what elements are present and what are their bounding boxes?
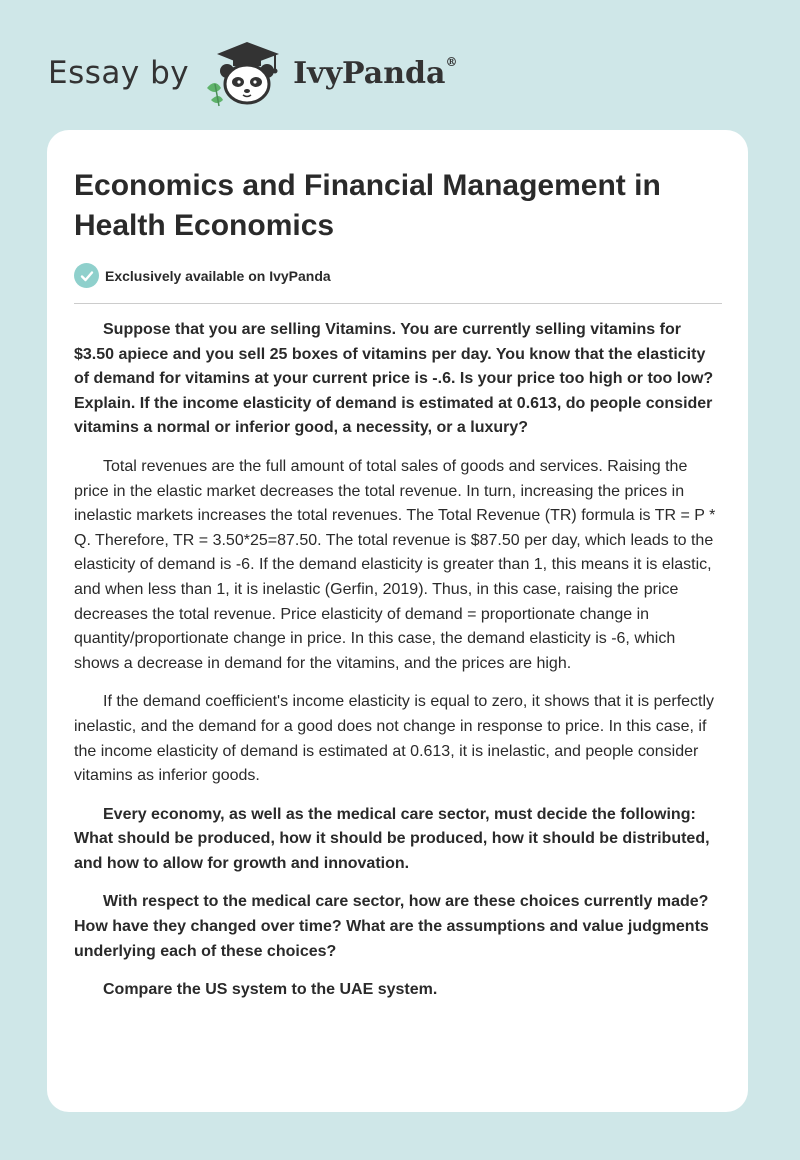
registered-mark: ® xyxy=(445,54,458,69)
panda-logo-icon xyxy=(203,38,287,108)
body-paragraph: Total revenues are the full amount of total sales of goods and services. Raising the price in the elastic market decreases the total revenue. In turn, increasing the prices in inelastic markets increases the total revenues. The Total Revenue (TR) formula is TR = P * Q. Therefore, TR = 3.50*25=87.50. The total revenue is $87.50 per day, which leads to the elasticity of demand is -6. If the demand elasticity is greater than 1, this means it is elastic, and when less than 1, it is inelastic (Gerfin, 2019). Thus, in this case, raising the price decreases the total revenue. Price elasticity of demand = proportionate change in quantity/proportionate change in price. In this case, the demand elasticity is -6, which shows a decrease in demand for the vitamins, and the prices are high. xyxy=(74,457,716,672)
brand-name[interactable]: IvyPanda® xyxy=(293,54,458,91)
divider xyxy=(74,303,722,304)
exclusive-badge xyxy=(74,263,331,288)
question-paragraph: Suppose that you are selling Vitamins. You are currently selling vitamins for $3.50 apiece and you sell 25 boxes of vitamins per day. You know that the elasticity of demand for vitamins at your current price is -.6. Is your price too high or too low? Explain. If the income elasticity of demand is estimated at 0.613, do people consider vitamins a normal or inferior good, a necessity, or a luxury? xyxy=(74,321,714,437)
essay-body xyxy=(74,318,724,1017)
page-title: Economics and Financial Management in Health Economics xyxy=(74,169,661,242)
question-paragraph: Every economy, as well as the medical care sector, must decide the following: What should be produced, how it should be produced, how it should be distributed, and how to allow for growth and innovation. xyxy=(74,805,710,872)
question-paragraph: Compare the US system to the UAE system. xyxy=(103,981,438,999)
check-icon xyxy=(74,263,99,288)
essay-by-label: Essay by xyxy=(48,55,190,91)
exclusive-label: Exclusively available on IvyPanda xyxy=(105,267,331,284)
question-paragraph: With respect to the medical care sector, how are these choices currently made? How have they changed over time? What are the assumptions and value judgments underlying each of these choices? xyxy=(74,893,709,960)
body-paragraph: If the demand coefficient's income elasticity is equal to zero, it shows that it is perfectly inelastic, and the demand for a good does not change in response to price. In this case, if the income elasticity of demand is estimated at 0.613, it is inelastic, and people consider vitamins as inferior goods. xyxy=(74,693,715,785)
essay-card xyxy=(47,130,748,1112)
brand-header xyxy=(48,38,457,108)
